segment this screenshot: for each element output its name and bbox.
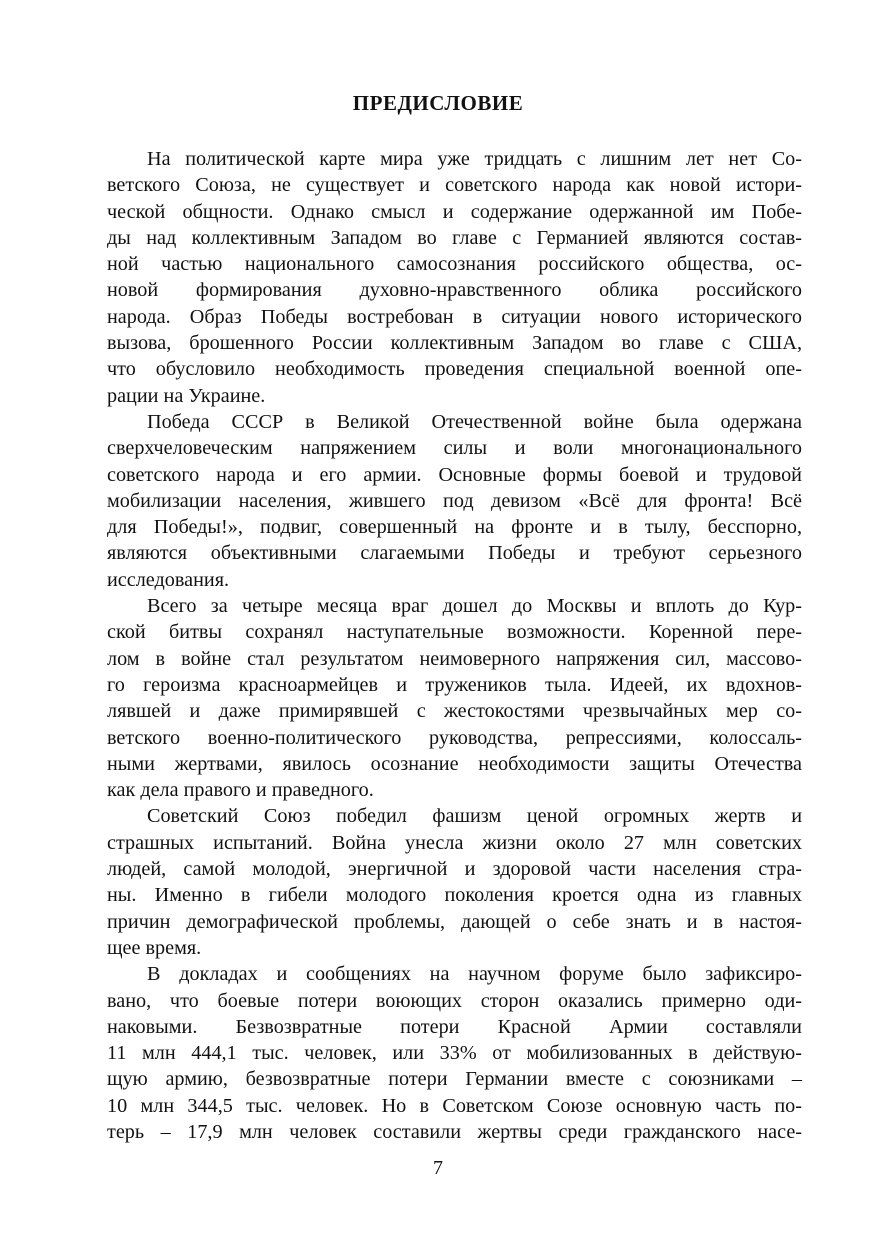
text-line: ными жертвами, явилось осознание необходимости защиты Отечества: [107, 752, 802, 775]
text-line: являются объективными слагаемыми Победы и требуют серьезного: [107, 542, 802, 565]
text-line: ной частью национального самосознания российского общества, ос-: [107, 253, 802, 276]
text-line: новой формирования духовно-нравственного облика российского: [107, 279, 802, 302]
text-line: Всего за четыре месяца враг дошел до Москвы и вплоть до Кур-: [147, 595, 802, 618]
text-line: советского народа и его армии. Основные формы боевой и трудовой: [107, 463, 802, 486]
text-line: ской битвы сохранял наступательные возможности. Коренной пере-: [107, 621, 802, 644]
text-line: для Победы!», подвиг, совершенный на фронте и в тылу, бесспорно,: [107, 516, 802, 539]
text-line: рации на Украине.: [107, 384, 266, 407]
text-line: мобилизации населения, жившего под девизом «Всё для фронта! Всё: [107, 489, 802, 512]
text-line: лявшей и даже примирявшей с жестокостями чрезвычайных мер со-: [107, 700, 802, 723]
text-line: народа. Образ Победы востребован в ситуации нового исторического: [107, 305, 802, 328]
text-line: лом в войне стал результатом неимоверного напряжения сил, массово-: [107, 647, 802, 670]
text-line: ды над коллективным Западом во главе с Германией являются состав-: [107, 226, 802, 249]
text-line: ветского военно-политического руководства, репрессиями, колоссаль-: [107, 726, 802, 749]
page-title: ПРЕДИСЛОВИЕ: [352, 91, 524, 115]
text-line: На политической карте мира уже тридцать с лишним лет нет Со-: [147, 148, 802, 170]
text-line: ны. Именно в гибели молодого поколения кроется одна из главных: [107, 884, 802, 907]
text-line: причин демографической проблемы, дающей о себе знать и в настоя-: [107, 910, 802, 933]
text-line: ческой общности. Однако смысл и содержание одержанной им Побе-: [107, 200, 802, 223]
text-line: В докладах и сообщениях на научном форуме было зафиксиро-: [147, 963, 802, 986]
text-line: 11 млн 444,1 тыс. человек, или 33% от мобилизованных в действую-: [107, 1042, 802, 1065]
text-line: го героизма красноармейцев и тружеников тыла. Идеей, их вдохнов-: [107, 673, 802, 696]
text-line: Советский Союз победил фашизм ценой огромных жертв и: [147, 805, 802, 828]
text-line: вано, что боевые потери воюющих сторон оказались примерно оди-: [107, 989, 802, 1012]
text-line: наковыми. Безвозвратные потери Красной Армии составляли: [107, 1015, 802, 1038]
text-line: ветского Союза, не существует и советского народа как новой истори-: [107, 174, 802, 197]
text-line: вызова, брошенного России коллективным Западом во главе с США,: [107, 332, 802, 355]
text-line: как дела правого и праведного.: [107, 779, 374, 802]
text-line: людей, самой молодой, энергичной и здоровой части населения стра-: [107, 858, 802, 881]
text-line: страшных испытаний. Война унесла жизни около 27 млн советских: [107, 831, 802, 854]
text-line: 10 млн 344,5 тыс. человек. Но в Советском Союзе основную часть по-: [107, 1094, 802, 1117]
text-line: что обусловило необходимость проведения специальной военной опе-: [107, 358, 802, 381]
text-line: щую армию, безвозвратные потери Германии вместе с союзниками –: [107, 1068, 802, 1091]
text-line: сверхчеловеческим напряжением силы и воли многонационального: [107, 437, 802, 460]
text-line: щее время.: [107, 936, 202, 959]
text-line: Победа СССР в Великой Отечественной войне была одержана: [147, 410, 802, 433]
text-line: терь – 17,9 млн человек составили жертвы среди гражданского насе-: [107, 1120, 802, 1143]
body-text: [107, 146, 802, 1145]
text-line: исследования.: [107, 568, 230, 591]
page-number: 7: [433, 1157, 443, 1179]
